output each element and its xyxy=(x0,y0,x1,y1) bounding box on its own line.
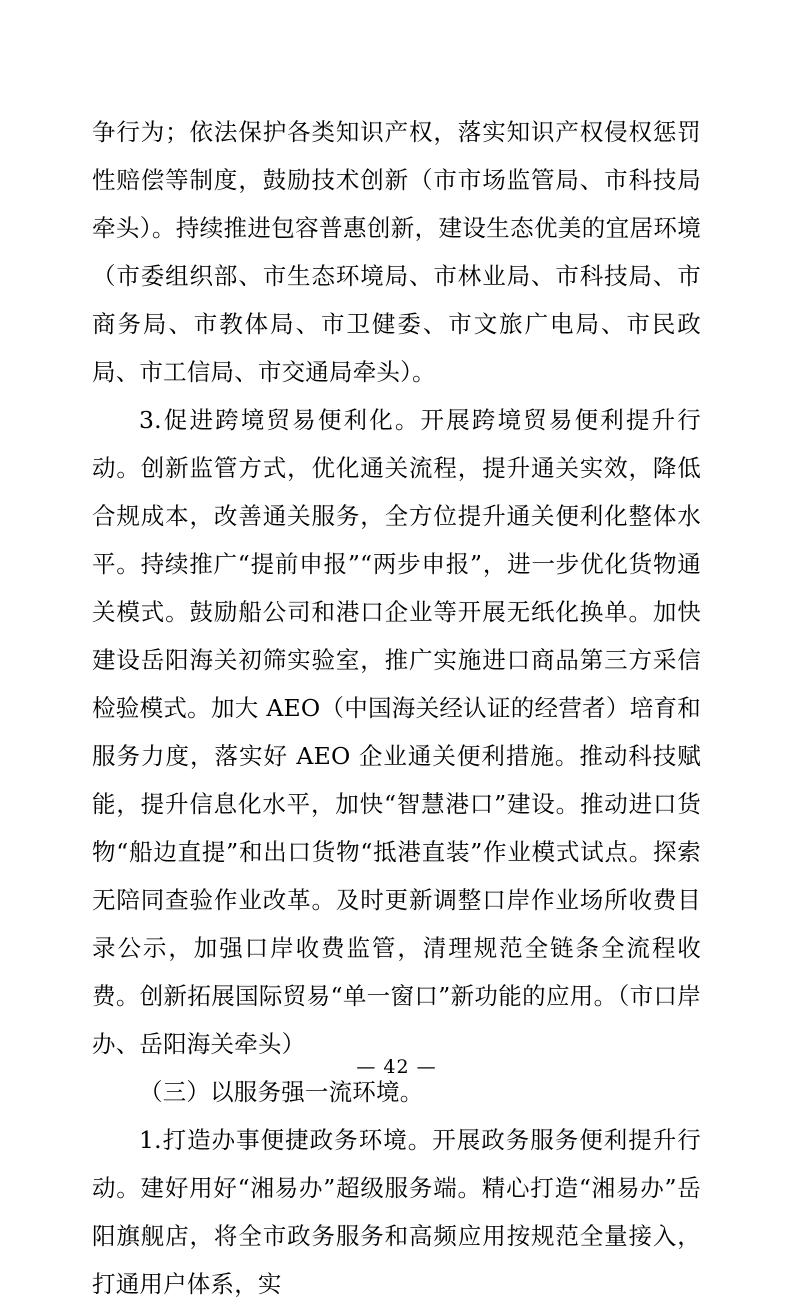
paragraph-section-three-heading: （三）以服务强一流环境。 xyxy=(139,1078,424,1106)
paragraph-cross-border-trade: 3.促进跨境贸易便利化。开展跨境贸易便利提升行动。创新监管方式，优化通关流程，提升通关实效，降低合规成本，改善通关服务，全方位提升通关便利化整体水平。持续推广“提前申报”“两步申报”，进一步优化货物通关模式。鼓励船公司和港口企业等开展无纸化换单。加快建设岳阳海关初筛实验室，推广实施进口商品第三方采信检验模式。加大 AEO（中国海关经认证的经营者）培育和服务力度，落实好 AEO 企业通关便利措施。推动科技赋能，提升信息化水平，加快“智慧港口”建设。推动进口货物“船边直提”和出口货物“抵港直装”作业模式试点。探索无陪同查验作业改革。及时更新调整口岸作业场所收费目录公示，加强口岸收费监管，清理规范全链条全流程收费。创新拓展国际贸易“单一窗口”新功能的应用。（市口岸办、岳阳海关牵头） xyxy=(92,406,701,1058)
paragraph-government-service: 1.打造办事便捷政务环境。开展政务服务便利提升行动。建好用好“湘易办”超级服务端。精心打造“湘易办”岳阳旗舰店，将全市政务服务和高频应用按规范全量接入，打通用户体系，实 xyxy=(92,1126,701,1298)
page-number-footer: — 42 — xyxy=(356,1056,437,1078)
paragraph-continued-fair-competition: 争行为；依法保护各类知识产权，落实知识产权侵权惩罚性赔偿等制度，鼓励技术创新（市市场监管局、市科技局牵头）。持续推进包容普惠创新，建设生态优美的宜居环境（市委组织部、市生态环境局、市林业局、市科技局、市商务局、市教体局、市卫健委、市文旅广电局、市民政局、市工信局、市交通局牵头）。 xyxy=(92,118,701,386)
document-body xyxy=(92,108,701,1308)
